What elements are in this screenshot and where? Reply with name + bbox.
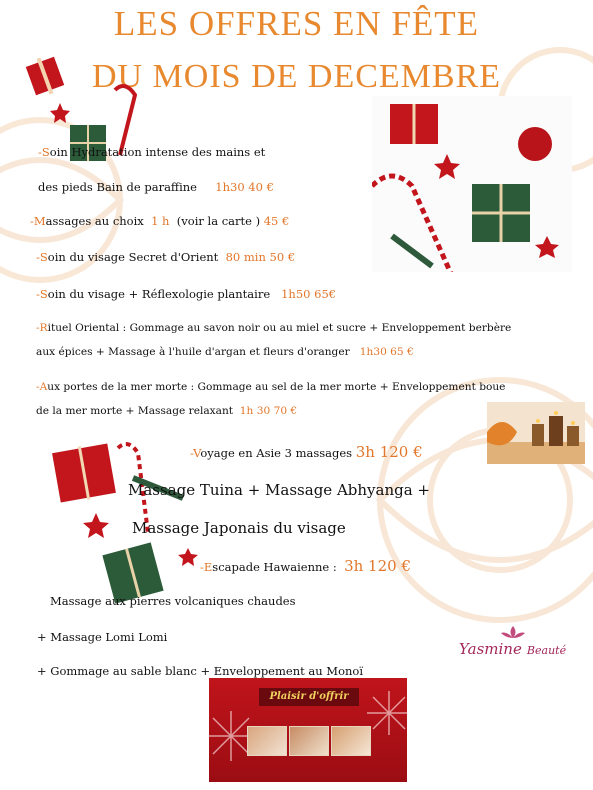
offer-3-price: 80 min 50 € [225,250,296,264]
offer-7-detail-1: Massage Tuina + Massage Abhyanga + [128,481,430,499]
green-gift-icon [472,184,530,242]
page-title-line2: DU MOIS DE DECEMBRE [91,58,502,95]
offer-6-line1: -Aux portes de la mer morte : Gommage au sel de la mer morte + Enveloppement boue [36,381,506,393]
offer-1-line1: -Soin Hydratation intense des mains et [38,145,266,159]
gift-box-icon [390,104,438,144]
massage-thumb-1 [247,726,287,756]
offer-8-detail-2: + Massage Lomi Lomi [37,630,168,644]
massage-thumb-3 [331,726,371,756]
offer-2-price: 45 € [263,214,290,228]
offer-7-price: 3h 120 € [355,443,423,461]
offer-8-price: 3h 120 € [344,557,411,575]
offer-5-line2: aux épices + Massage à l'huile d'argan et fleurs d'oranger 1h30 65 € [36,346,414,358]
star-icon [50,103,70,123]
logo-suffix: Beauté [526,644,567,657]
ornament-icon [518,127,552,161]
massage-thumb-2 [289,726,329,756]
offer-7-title: -Voyage en Asie 3 massages 3h 120 € [190,443,423,461]
spa-candles-photo [487,402,585,464]
lotus-icon [498,625,528,639]
star-icon [83,513,109,538]
gift-box-icon [52,444,116,503]
offer-4-price: 1h50 65€ [281,287,337,301]
gift-card-label: Plaisir d'offrir [259,688,359,706]
offer-6-line2: de la mer morte + Massage relaxant 1h 30 70 € [36,405,298,417]
page-title-line1: LES OFFRES EN FÊTE [113,4,480,43]
star-icon [178,548,198,566]
offer-5-line1: -Rituel Oriental : Gommage au savon noir ou au miel et sucre + Enveloppement berbère [36,322,512,334]
christmas-photo-top-right [372,96,572,272]
offer-1-price: 1h30 40 € [215,180,274,194]
offer-8-detail-1: Massage aux pierres volcaniques chaudes [50,594,296,608]
offer-5-price: 1h30 65 € [359,346,414,358]
offer-1-line2: des pieds Bain de paraffine 1h30 40 € [38,180,274,194]
offer-4: -Soin du visage + Réflexologie plantaire 1h50 65€ [36,287,337,301]
offer-3: -Soin du visage Secret d'Orient 80 min 50 € [36,250,296,264]
gift-box-icon [26,57,64,95]
offer-2: -Massages au choix 1 h (voir la carte ) 45 € [30,214,290,228]
gift-card [209,678,407,782]
offer-6-price: 1h 30 70 € [239,405,298,417]
brand-logo [455,625,570,685]
logo-name: Yasmine [458,640,522,658]
offer-7-detail-2: Massage Japonais du visage [132,519,346,537]
offer-8-title: -Escapade Hawaienne : 3h 120 € [200,557,411,575]
offer-8-detail-3: + Gommage au sable blanc + Enveloppement au Monoï [37,664,364,678]
